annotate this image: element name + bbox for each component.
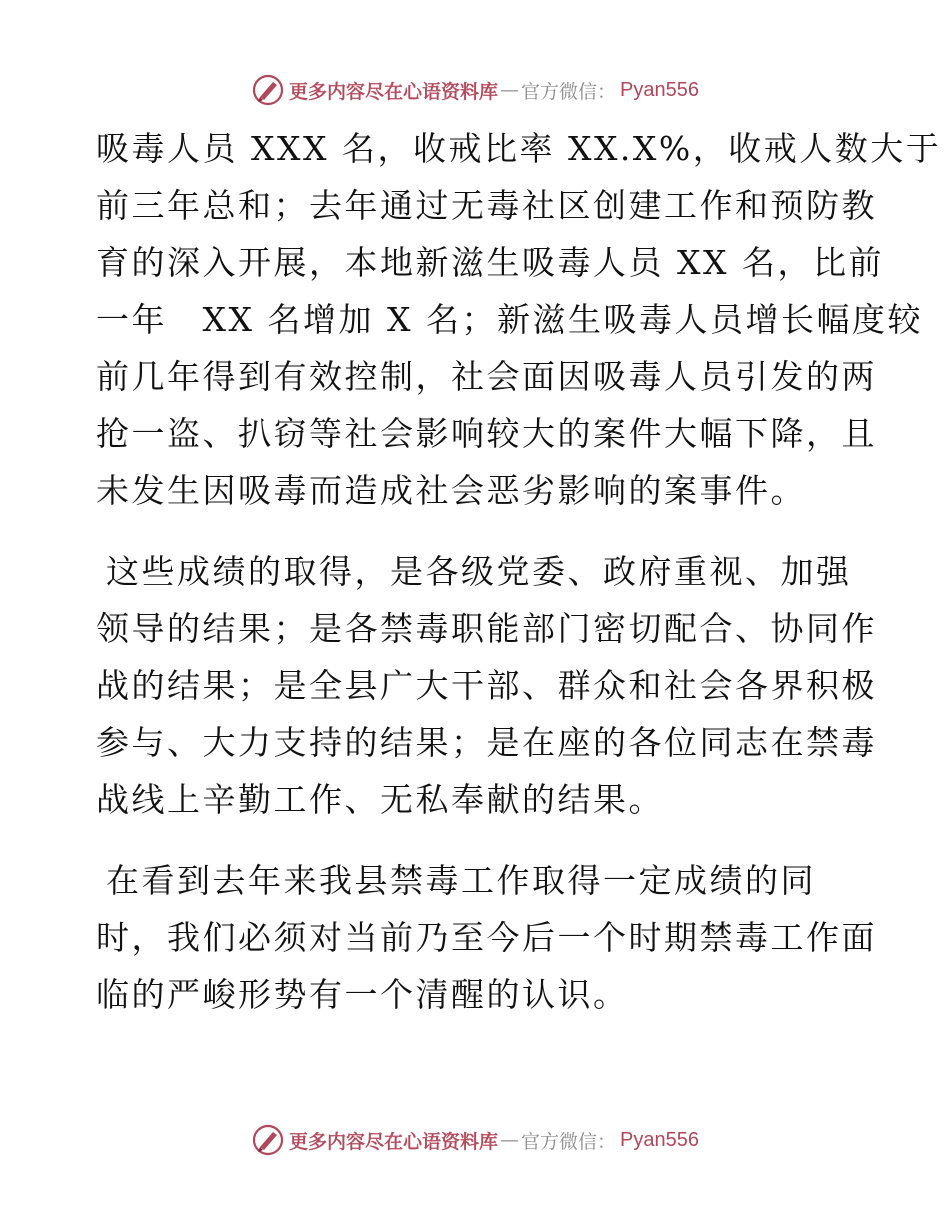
header-main-text: 更多内容尽在心语资料库 [289, 80, 499, 103]
text-line: 前几年得到有效控制，社会面因吸毒人员引发的两 [96, 357, 877, 396]
text-line: 时，我们必须对当前乃至今后一个时期禁毒工作面 [96, 918, 877, 957]
footer-separator: — [500, 1129, 520, 1151]
text-line: 未发生因吸毒而造成社会恶劣影响的案事件。 [96, 471, 806, 510]
text-line: 前三年总和；去年通过无毒社区创建工作和预防教 [96, 186, 877, 225]
text-line: 战的结果；是全县广大干部、群众和社会各界积极 [96, 666, 877, 705]
paragraph-1 [96, 120, 942, 519]
pen-circle-logo-icon [251, 1123, 285, 1157]
text-line: 在看到去年来我县禁毒工作取得一定成绩的同 [106, 861, 816, 900]
paragraph-3 [96, 852, 877, 1023]
text-line: 临的严峻形势有一个清醒的认识。 [96, 975, 629, 1014]
text-line: 育的深入开展，本地新滋生吸毒人员 XX 名，比前 [96, 243, 884, 282]
text-line: 领导的结果；是各禁毒职能部门密切配合、协同作 [96, 609, 877, 648]
text-line: 战线上辛勤工作、无私奉献的结果。 [96, 780, 664, 819]
text-line: 参与、大力支持的结果；是在座的各位同志在禁毒 [96, 723, 877, 762]
text-line: 抢一盗、扒窃等社会影响较大的案件大幅下降，且 [96, 414, 877, 453]
footer-main-text: 更多内容尽在心语资料库 [289, 1130, 499, 1153]
text-line: 一年 XX 名增加 X 名；新滋生吸毒人员增长幅度较 [96, 300, 923, 339]
footer-wechat-label: 官方微信： [521, 1130, 617, 1153]
document-body [96, 120, 942, 1023]
header-banner [0, 70, 950, 110]
text-line: 吸毒人员 XXX 名，收戒比率 XX.X%，收戒人数大于 [96, 129, 942, 168]
header-separator: — [500, 79, 520, 101]
pen-circle-logo-icon [251, 73, 285, 107]
footer-banner [0, 1120, 950, 1160]
footer-wechat-id: Pyan556 [620, 1128, 699, 1151]
header-wechat-label: 官方微信： [521, 80, 617, 103]
paragraph-2 [96, 543, 877, 828]
header-wechat-id: Pyan556 [620, 78, 699, 101]
text-line: 这些成绩的取得，是各级党委、政府重视、加强 [106, 552, 852, 591]
